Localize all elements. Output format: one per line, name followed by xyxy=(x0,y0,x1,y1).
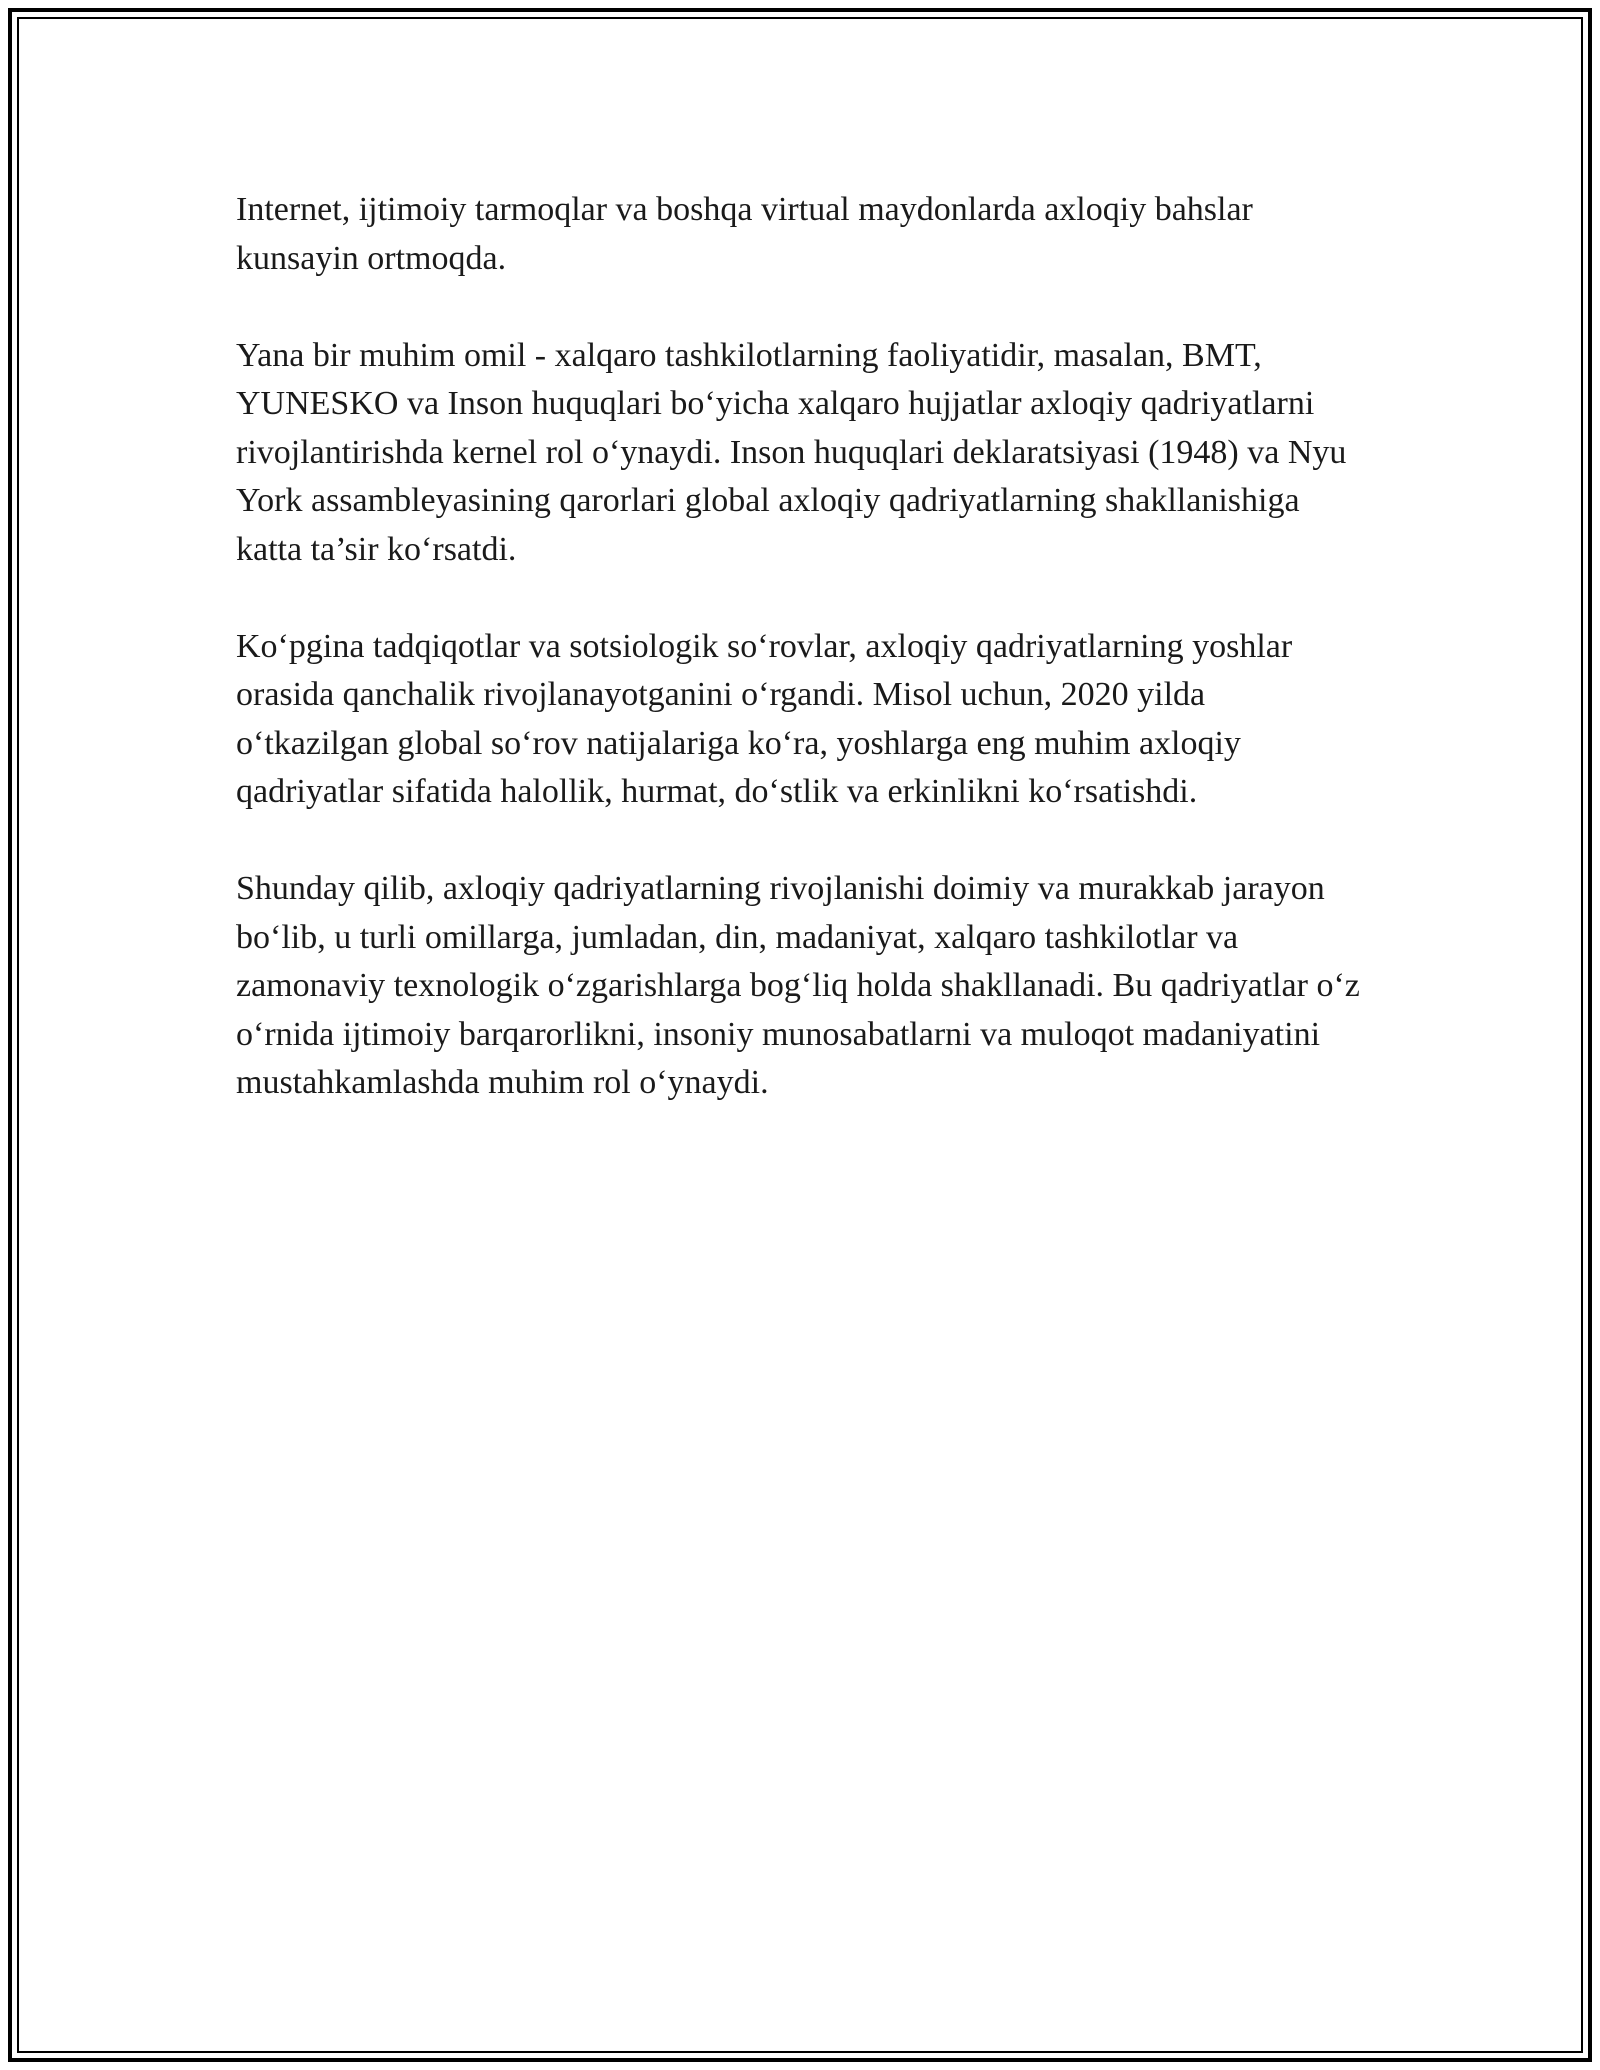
paragraph-1: Internet, ijtimoiy tarmoqlar va boshqa virtual maydonlarda axloqiy bahslar kunsayin ortmoqda. xyxy=(236,191,1253,277)
paragraph-2: Yana bir muhim omil - xalqaro tashkilotlarning faoliyatidir, masalan, BMT, YUNESKO va Inson huquqlari bo‘yicha xalqaro hujjatlar axloqiy qadriyatlarni rivojlantirishda kernel rol o‘ynaydi. Inson huquqlari deklaratsiyasi (1948) va Nyu York assambleyasining qarorlari global axloqiy qadriyatlarning shakllanishiga katta ta’sir ko‘rsatdi. xyxy=(236,336,1347,568)
paragraph-3: Ko‘pgina tadqiqotlar va sotsiologik so‘rovlar, axloqiy qadriyatlarning yoshlar orasida qanchalik rivojlanayotganini o‘rgandi. Misol uchun, 2020 yilda o‘tkazilgan global so‘rov natijalariga ko‘ra, yoshlarga eng muhim axloqiy qadriyatlar sifatida halollik, hurmat, do‘stlik va erkinlikni ko‘rsatishdi. xyxy=(236,627,1293,810)
document-body xyxy=(236,186,1366,1156)
paragraph-4: Shunday qilib, axloqiy qadriyatlarning rivojlanishi doimiy va murakkab jarayon bo‘lib, u turli omillarga, jumladan, din, madaniyat, xalqaro tashkilotlar va zamonaviy texnologik o‘zgarishlarga bog‘liq holda shakllanadi. Bu qadriyatlar o‘z o‘rnida ijtimoiy barqarorlikni, insoniy munosabatlarni va muloqot madaniyatini mustahkamlashda muhim rol o‘ynaydi. xyxy=(236,870,1360,1101)
